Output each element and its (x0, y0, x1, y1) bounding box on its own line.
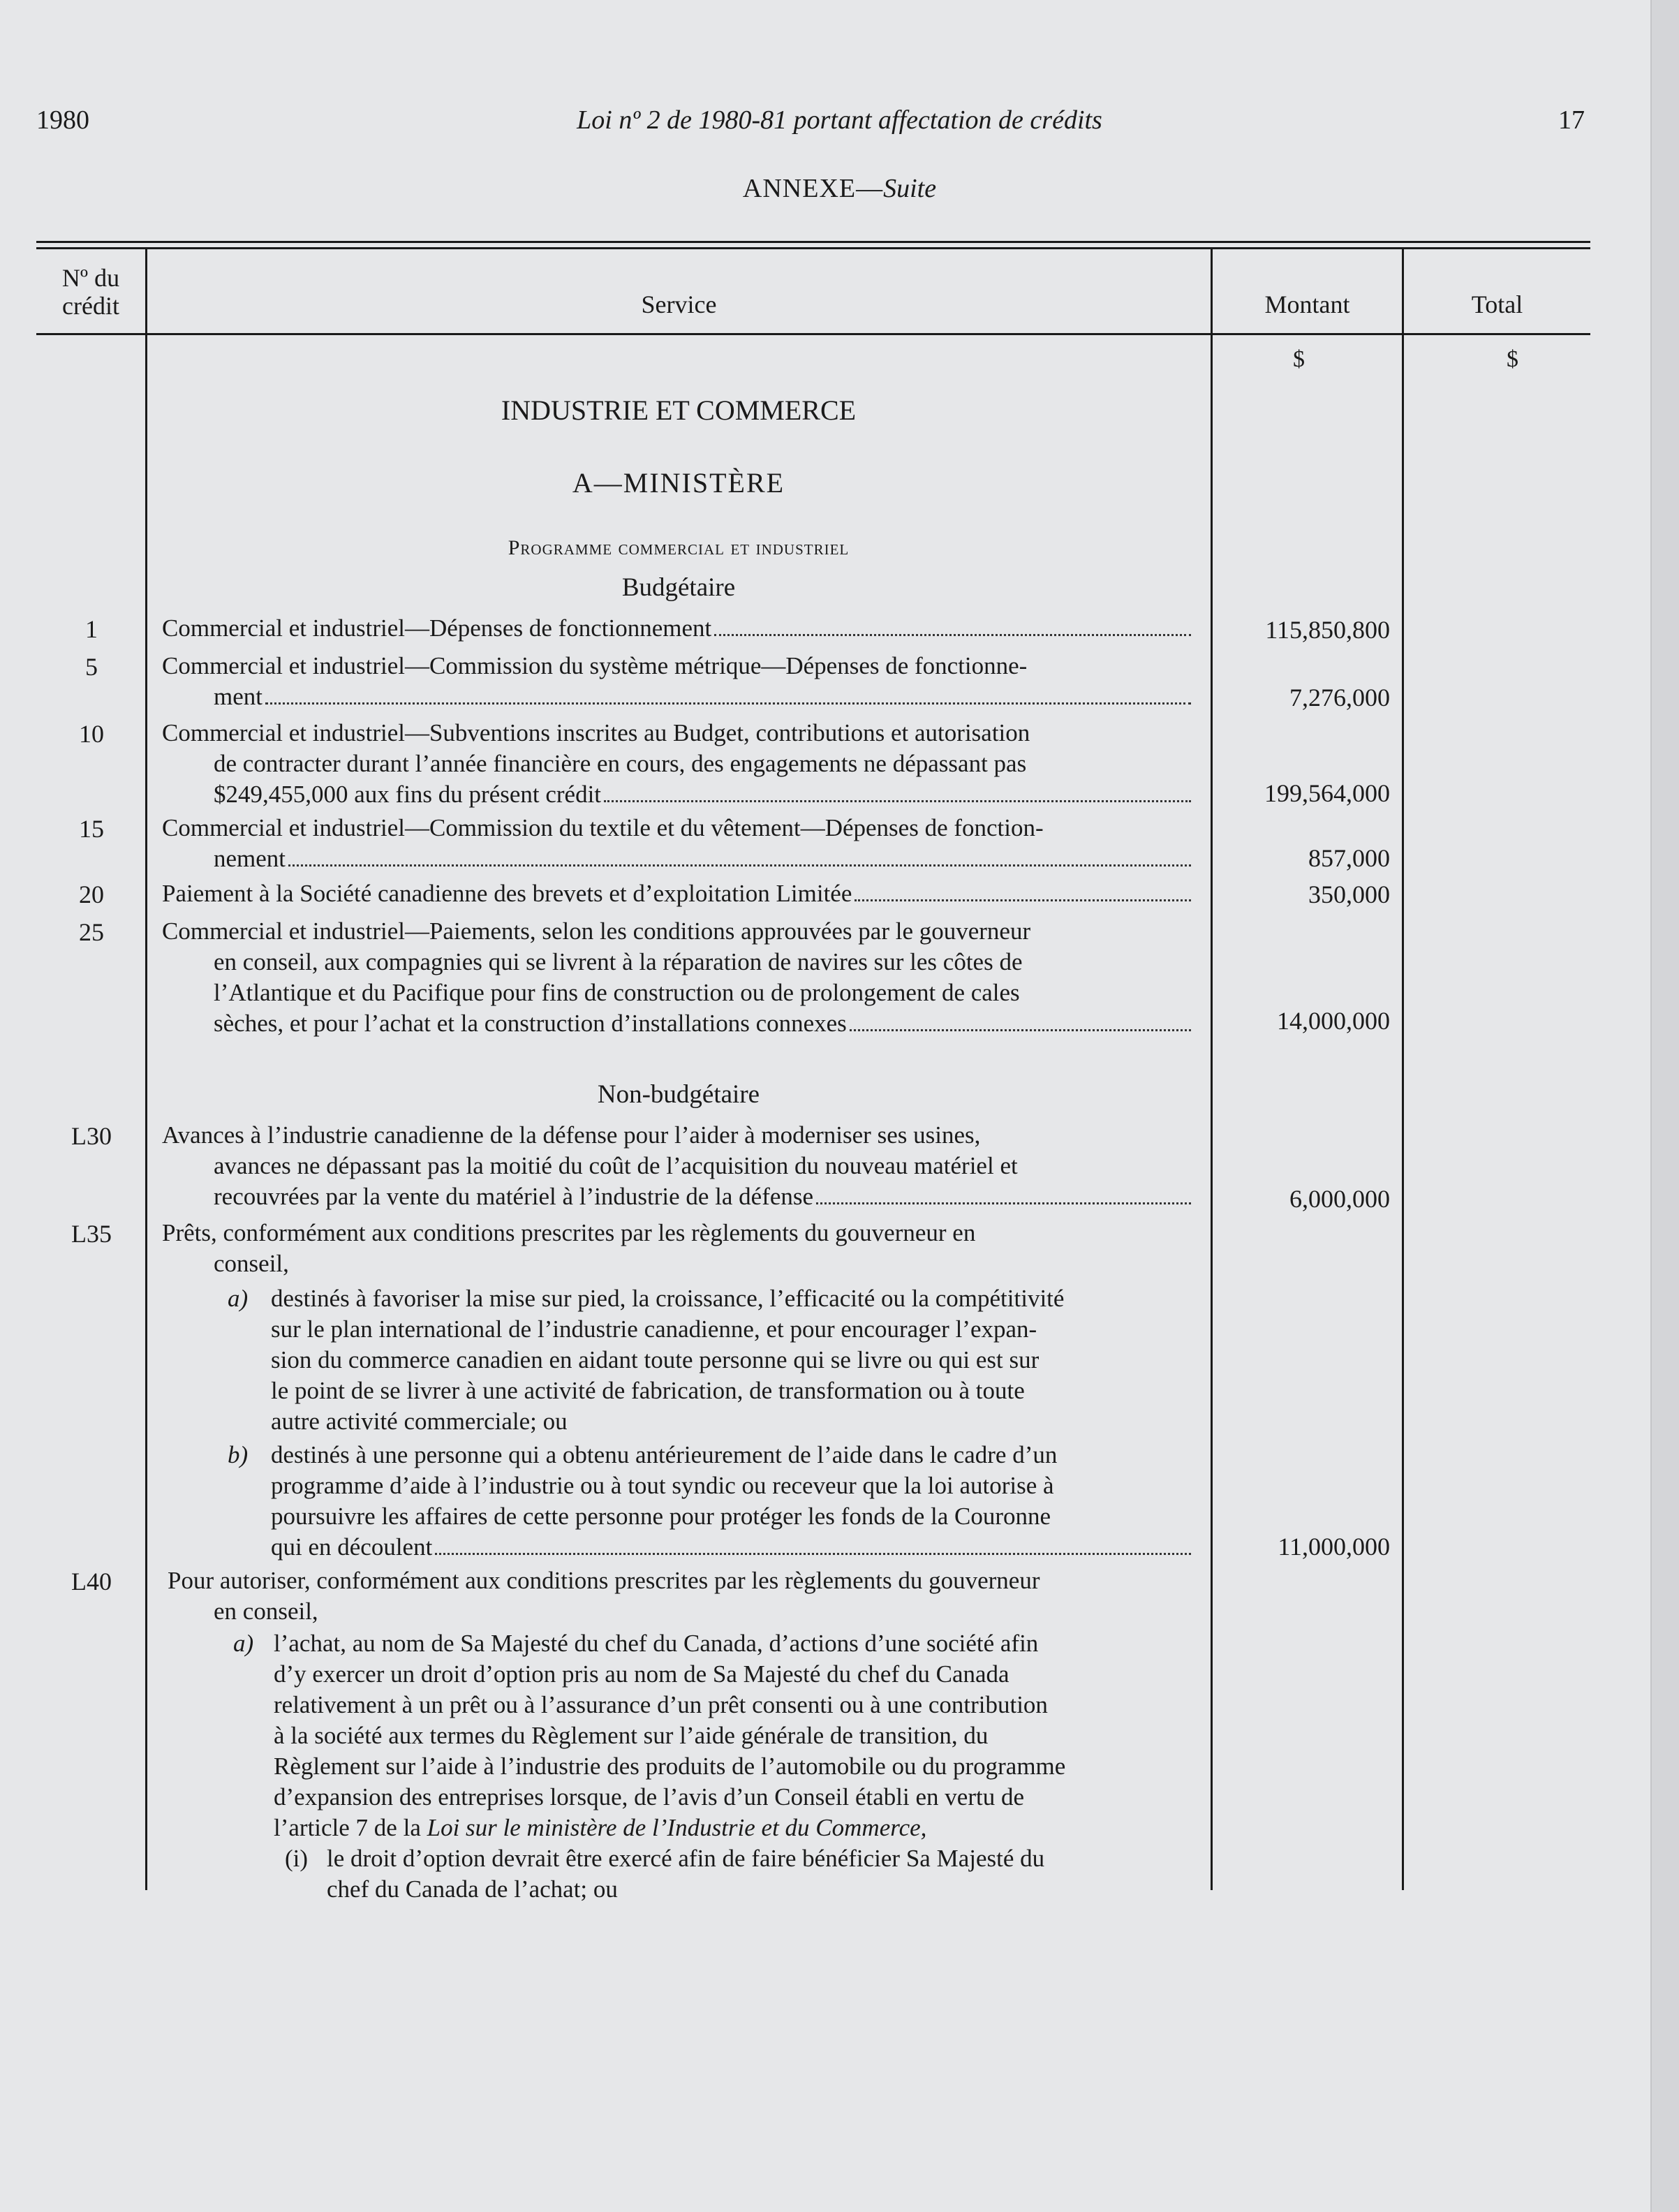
dot-leader (288, 864, 1191, 867)
page-edge (1652, 0, 1679, 2212)
page-number: 17 (1558, 105, 1585, 135)
annex-title: ANNEXE—Suite (742, 174, 937, 203)
table-top-rule-2 (36, 247, 1590, 249)
vote-amount: 11,000,000 (1278, 1533, 1390, 1561)
vote-amount: 199,564,000 (1264, 779, 1390, 807)
credit-number: 1 (85, 615, 98, 643)
vote-text: Avances à l’industrie canadienne de la défense pour l’aider à moderniser ses usines, avances ne dépassant pas la moitié du coût de l’acquisition du nouveau matériel et recouvrées par la vente du matériel à l’industrie de la défense (162, 1120, 1194, 1212)
vote-text: Commercial et industriel—Dépenses de fonctionnement (162, 613, 1194, 644)
dot-leader (604, 800, 1191, 802)
total-unit: $ (1507, 346, 1518, 372)
vote-paragraph: destinés à une personne qui a obtenu antérieurement de l’aide dans le cadre d’un programme d’aide à l’industrie ou à tout syndic ou receveur que la loi autorise à poursuivre les affaires de cette personne pour protéger les fonds de la Couronne qui en découlent (271, 1440, 1194, 1563)
vote-text: Prêts, conformément aux conditions prescrites par les règlements du gouverneur en conseil, (162, 1219, 976, 1277)
subsection-heading: A—MINISTÈRE (572, 467, 785, 499)
vote-subparagraph: le droit d’option devrait être exercé afin de faire bénéficier Sa Majesté du chef du Canada de l’achat; ou (327, 1845, 1045, 1903)
dot-leader (850, 1029, 1191, 1031)
dot-leader (855, 899, 1191, 901)
vote-amount: 7,276,000 (1289, 684, 1390, 711)
credit-number: 25 (79, 918, 104, 946)
section-heading: INDUSTRIE ET COMMERCE (501, 395, 857, 426)
vote-text: Commercial et industriel—Commission du système métrique—Dépenses de fonctionne- ment (162, 651, 1194, 712)
dot-leader (714, 634, 1191, 636)
credit-number: L30 (71, 1122, 112, 1150)
vote-amount: 14,000,000 (1277, 1007, 1390, 1035)
vote-amount: 6,000,000 (1289, 1185, 1390, 1213)
vote-amount: 115,850,800 (1265, 616, 1390, 644)
vote-amount: 350,000 (1308, 880, 1390, 908)
vote-paragraph: destinés à favoriser la mise sur pied, la croissance, l’efficacité ou la compétitivité sur le plan international de l’industrie canadienne, et pour encourager l’expan- sion du commerce canadien en aidant toute personne qui se livre ou qui est sur le point de se livrer à une activité de fabrication, de transformation ou à toute autre activité commerciale; ou (271, 1285, 1065, 1435)
column-header-total: Total (1471, 290, 1523, 318)
paragraph-label: a) (233, 1630, 254, 1657)
credit-number: 15 (79, 815, 104, 843)
credit-number: 10 (79, 720, 104, 748)
table-top-rule (36, 241, 1590, 243)
vote-text: Paiement à la Société canadienne des brevets et d’exploitation Limitée (162, 878, 1194, 909)
paragraph-label: a) (228, 1285, 249, 1312)
column-divider-amount (1211, 249, 1213, 1890)
dot-leader (435, 1553, 1191, 1555)
vote-text: Commercial et industriel—Subventions inscrites au Budget, contributions et autorisation de contracter durant l’année financière en cours, des engagements ne dépassant pas $249,455,000 aux fins du présent crédit (162, 718, 1194, 810)
credit-number: 20 (79, 880, 104, 908)
column-divider-total (1402, 249, 1404, 1890)
program-heading: Programme commercial et industriel (508, 536, 850, 559)
table-header-rule (36, 333, 1590, 335)
subparagraph-label: (i) (285, 1845, 309, 1872)
credit-number: L35 (71, 1220, 112, 1248)
vote-amount: 857,000 (1308, 844, 1390, 872)
credit-number: L40 (71, 1568, 112, 1595)
dot-leader (816, 1202, 1191, 1204)
credit-number: 5 (85, 653, 98, 681)
header-year: 1980 (36, 105, 89, 135)
header-title: Loi nº 2 de 1980-81 portant affectation de crédits (577, 105, 1102, 135)
vote-text: Pour autoriser, conformément aux conditions prescrites par les règlements du gouverneur en conseil, (168, 1567, 1040, 1625)
column-header-credit: Nº du crédit (61, 264, 120, 320)
paragraph-label: b) (228, 1441, 249, 1468)
column-header-amount: Montant (1264, 290, 1350, 318)
amount-unit: $ (1293, 346, 1305, 372)
dot-leader (265, 702, 1191, 705)
budgetary-heading: Budgétaire (621, 573, 736, 602)
vote-text: Commercial et industriel—Commission du textile et du vêtement—Dépenses de fonction- nement (162, 813, 1194, 874)
vote-paragraph: l’achat, au nom de Sa Majesté du chef du Canada, d’actions d’une société afin d’y exercer un droit d’option pris au nom de Sa Majesté du chef du Canada relativement à un prêt ou à l’assurance d’un prêt consenti ou à une contribution à la société aux termes du Règlement sur l’aide générale de transition, du Règlement sur l’aide à l’industrie des produits de l’automobile ou du programme d’expansion des entreprises lorsque, de l’avis d’un Conseil établi en vertu de l’article 7 de la Loi sur le ministère de l’Industrie et du Commerce, (274, 1630, 1066, 1841)
vote-text: Commercial et industriel—Paiements, selon les conditions approuvées par le gouverneur en conseil, aux compagnies qui se livrent à la réparation de navires sur les côtes de l’Atlantique et du Pacifique pour fins de construction ou de prolongement de cales sèches, et pour l’achat et la construction d’installations connexes (162, 916, 1194, 1039)
column-header-service: Service (641, 290, 717, 318)
non-budgetary-heading: Non-budgétaire (597, 1080, 760, 1109)
